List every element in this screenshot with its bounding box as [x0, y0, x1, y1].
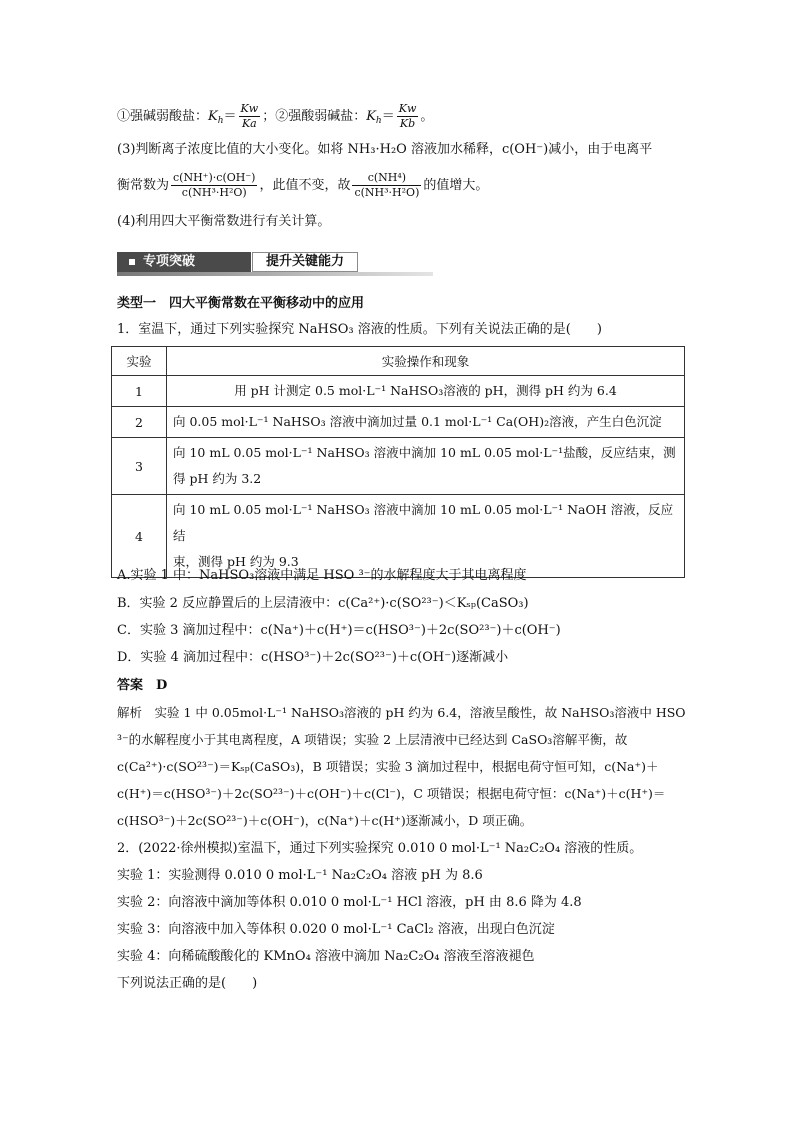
section-banner [117, 252, 433, 276]
calculation-paragraph: (4)利用四大平衡常数进行有关计算。 [117, 214, 331, 229]
option-a: A.实验 1 中：NaHSO₃溶液中满足 HSO ³⁻的水解程度大于其电离程度 [117, 568, 527, 583]
option-c: C．实验 3 滴加过程中：c(Na⁺)＋c(H⁺)＝c(HSO³⁻)＋2c(SO²³⁻)＋c(OH⁻) [117, 623, 561, 638]
experiment-table [111, 346, 685, 578]
experiment-line: 实验 3：向溶液中加入等体积 0.020 0 mol·L⁻¹ CaCl₂ 溶液，出现白色沉淀 [117, 922, 555, 937]
kh-formula-line: ①强碱弱酸盐：$K_h=$ $\frac{Kw}{Ka}$ ；②强酸弱碱盐：$K_h=$ $\frac{Kw}{Kb}$ 。 [117, 102, 434, 130]
table-row: 2 向 0.05 mol·L⁻¹ NaHSO₃ 溶液中滴加过量 0.1 mol·L⁻¹ Ca(OH)₂溶液，产生白色沉淀 [112, 407, 685, 438]
type-heading: 类型一 四大平衡常数在平衡移动中的应用 [117, 296, 365, 311]
question-2: 2．(2022·徐州模拟)室温下，通过下列实验探究 0.010 0 mol·L⁻¹ Na₂C₂O₄ 溶液的性质。 [117, 841, 643, 856]
table-row: 4 向 10 mL 0.05 mol·L⁻¹ NaHSO₃ 溶液中滴加 10 mL 0.05 mol·L⁻¹ NaOH 溶液，反应结 束，测得 pH 约为 9.3 [112, 495, 685, 578]
strong-base-weak-acid-label: ①强碱弱酸盐： [117, 109, 209, 124]
equals-sign: ＝ [223, 109, 237, 124]
ionization-constant-line: 衡常数为 $\frac{c(NH^+)\cdot c(OH^-)}{\text{c(NH³·H²O)}}$ ，此值不变，故 $\frac{\text{c(NH⁴)}}{\text{c(NH³·H²O)}}$ 的值增大。 [117, 171, 489, 199]
kw-over-ka-fraction: $\frac{Kw}{Ka}$ [240, 102, 259, 130]
banner-square-icon [129, 259, 135, 265]
kh-symbol: $K_h$ [208, 109, 224, 126]
header-description: 实验操作和现象 [167, 347, 685, 376]
analysis-line: 解析 实验 1 中 0.05mol·L⁻¹ NaHSO₃溶液的 pH 约为 6.4，溶液呈酸性，故 NaHSO₃溶液中 HSO [117, 705, 686, 720]
banner-subtitle: 提升关键能力 [252, 252, 358, 272]
banner-tag: 专项突破 [117, 252, 251, 272]
experiment-line: 实验 2：向溶液中滴加等体积 0.010 0 mol·L⁻¹ HCl 溶液，pH 由 8.6 降为 4.8 [117, 895, 582, 910]
kw-over-kb-fraction: $\frac{Kw}{Kb}$ [398, 102, 417, 130]
experiment-line: 实验 4：向稀硫酸酸化的 KMnO₄ 溶液中滴加 Na₂C₂O₄ 溶液至溶液褪色 [117, 949, 535, 964]
strong-acid-weak-base-label: ；②强酸弱碱盐： [262, 109, 367, 124]
table-header-row [112, 347, 685, 376]
option-b: B．实验 2 反应静置后的上层清液中：c(Ca²⁺)·c(SO²³⁻)＜Kₛₚ(CaSO₃) [117, 596, 529, 611]
ion-ratio-paragraph: (3)判断离子浓度比值的大小变化。如将 NH₃·H₂O 溶液加水稀释，c(OH⁻)减小，由于电离平 [117, 142, 653, 157]
analysis-line: c(H⁺)＝c(HSO³⁻)＋2c(SO²³⁻)＋c(OH⁻)＋c(Cl⁻)，C 项错误；根据电荷守恒：c(Na⁺)＋c(H⁺)＝ [117, 786, 666, 801]
analysis-line: ³⁻的水解程度小于其电离程度，A 项错误；实验 2 上层清液中已经达到 CaSO₃溶解平衡，故 [117, 732, 628, 747]
ionization-constant-fraction: $\frac{c(NH^+)\cdot c(OH^-)}{\text{c(NH³·H²O)}}$ [173, 171, 256, 199]
answer: 答案 D [117, 678, 168, 693]
ammonium-ratio-fraction: $\frac{\text{c(NH⁴)}}{\text{c(NH³·H²O)}}$ [354, 171, 420, 199]
table-row: 1 用 pH 计测定 0.5 mol·L⁻¹ NaHSO₃溶液的 pH，测得 pH 约为 6.4 [112, 376, 685, 407]
question-prompt: 下列说法正确的是( ) [117, 976, 258, 991]
banner-rule [117, 272, 433, 276]
header-experiment: 实验 [112, 347, 167, 376]
analysis-line: c(HSO³⁻)＋2c(SO²³⁻)＋c(OH⁻)，c(Na⁺)＋c(H⁺)逐渐减小，D 项正确。 [117, 813, 533, 828]
kh-symbol-2: $K_h$ [366, 109, 382, 126]
table-row: 3 向 10 mL 0.05 mol·L⁻¹ NaHSO₃ 溶液中滴加 10 mL 0.05 mol·L⁻¹盐酸，反应结束，测 得 pH 约为 3.2 [112, 438, 685, 495]
option-d: D．实验 4 滴加过程中：c(HSO³⁻)＋2c(SO²³⁻)＋c(OH⁻)逐渐减小 [117, 650, 509, 665]
question-1: 1．室温下，通过下列实验探究 NaHSO₃ 溶液的性质。下列有关说法正确的是( ) [117, 322, 602, 337]
analysis-line: c(Ca²⁺)·c(SO²³⁻)＝Kₛₚ(CaSO₃)，B 项错误；实验 3 滴加过程中，根据电荷守恒可知，c(Na⁺)＋ [117, 759, 659, 774]
experiment-line: 实验 1：实验测得 0.010 0 mol·L⁻¹ Na₂C₂O₄ 溶液 pH 为 8.6 [117, 868, 483, 883]
